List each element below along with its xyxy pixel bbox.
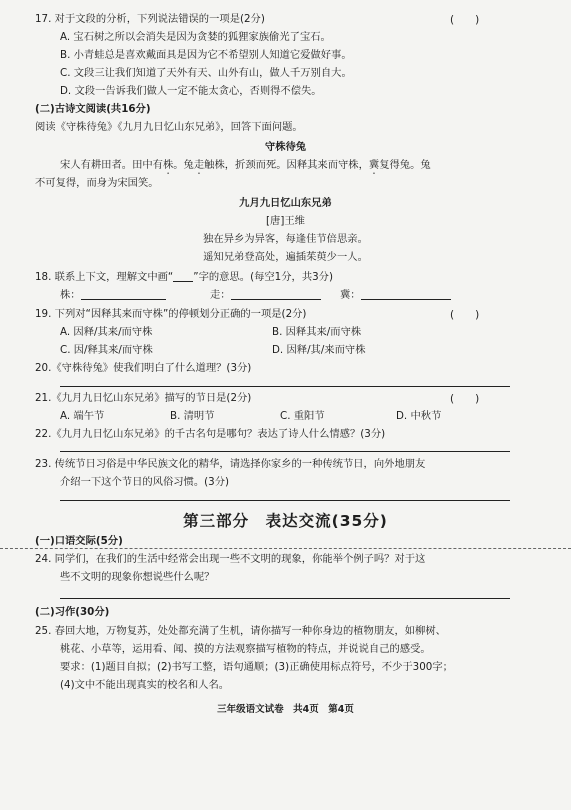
passage-line-1: 宋人有耕田者。田中有株。兔走触株，折颈而死。因释其来而守株，冀复得兔。兔	[60, 159, 431, 171]
q22-stem: 22.《九月九日忆山东兄弟》的千古名句是哪句？表达了诗人什么情感？(3分)	[35, 428, 386, 440]
q21-option-c: C. 重阳节	[280, 410, 325, 422]
fold-line	[0, 548, 571, 549]
q21-stem: 21.《九月九日忆山东兄弟》描写的节日是(2分)	[35, 392, 252, 404]
q17-stem: 17. 对于文段的分析，下列说法错误的一项是(2分)	[35, 13, 265, 25]
q21-option-d: D. 中秋节	[396, 410, 442, 422]
answer-blank[interactable]	[361, 299, 451, 300]
passage-title-shouzhu: 守株待兔	[264, 141, 307, 153]
q23-stem-line-1: 23. 传统节日习俗是中华民族文化的精华，请选择你家乡的一种传统节日，向外地朋友	[35, 458, 426, 470]
answer-line[interactable]	[60, 500, 510, 501]
q17-option-d: D. 文段一告诉我们做人一定不能太贪心，否则得不偿失。	[60, 85, 322, 97]
q21-answer-bracket: ( )	[450, 393, 480, 405]
answer-line[interactable]	[60, 386, 510, 387]
poem-author: [唐]王维	[266, 215, 305, 227]
q18-stem: 18. 联系上下文，理解文中画“ ”字的意思。(每空1分，共3分)	[35, 271, 333, 283]
q17-option-b: B. 小青蛙总是喜欢戴面具是因为它不希望别人知道它爱做好事。	[60, 49, 352, 61]
q18-answer-ji: 冀：	[340, 289, 451, 302]
q24-stem-line-2: 些不文明的现象你想说些什么呢？	[60, 571, 215, 583]
q25-requirements-line-1: 要求：(1)题目自拟；(2)书写工整，语句通顺；(3)正确使用标点符号，不少于300字；	[60, 661, 453, 673]
q19-option-c: C. 因/释其来/而守株	[60, 344, 153, 356]
poem-title: 九月九日忆山东兄弟	[239, 197, 332, 209]
q19-option-a: A. 因释/其来/而守株	[60, 326, 153, 338]
section-heading-writing: (二)习作(30分)	[35, 606, 110, 618]
q25-stem-line-2: 桃花、小草等，运用看、闻、摸的方法观察描写植物的特点，并说说自己的感受。	[60, 643, 431, 655]
q17-answer-bracket: ( )	[450, 14, 480, 26]
q20-stem: 20.《守株待兔》使我们明白了什么道理？(3分)	[35, 362, 252, 374]
q25-requirements-line-2: (4)文中不能出现真实的校名和人名。	[60, 679, 230, 691]
reading-instruction: 阅读《守株待兔》《九月九日忆山东兄弟》，回答下面问题。	[35, 121, 303, 133]
q19-option-b: B. 因释其来/而守株	[272, 326, 362, 338]
q19-stem: 19. 下列对“因释其来而守株”的停顿划分正确的一项是(2分)	[35, 308, 307, 320]
q23-stem-line-2: 介绍一下这个节日的风俗习惯。(3分)	[60, 476, 230, 488]
q17-option-a: A. 宝石树之所以会消失是因为贪婪的狐狸家族偷光了宝石。	[60, 31, 331, 43]
marked-char-ji: 冀	[368, 159, 380, 171]
q21-option-a: A. 端午节	[60, 410, 105, 422]
q17-option-c: C. 文段三让我们知道了天外有天、山外有山，做人千万别自大。	[60, 67, 352, 79]
answer-blank[interactable]	[231, 299, 321, 300]
q18-answer-zou: 走：	[210, 289, 321, 302]
marked-char-zou: 走	[193, 159, 205, 171]
passage-line-2: 不可复得，而身为宋国笑。	[35, 177, 159, 189]
answer-line[interactable]	[60, 598, 510, 599]
answer-blank[interactable]	[81, 299, 166, 300]
q25-stem-line-1: 25. 春回大地，万物复苏，处处都充满了生机，请你描写一种你身边的植物朋友，如柳树、	[35, 625, 446, 637]
q19-answer-bracket: ( )	[450, 309, 480, 321]
page-footer: 三年级语文试卷 共4页 第4页	[217, 704, 354, 715]
answer-line[interactable]	[60, 451, 510, 452]
poem-line-2: 遥知兄弟登高处，遍插茱萸少一人。	[203, 251, 368, 263]
q19-option-d: D. 因释/其/来而守株	[272, 344, 366, 356]
poem-line-1: 独在异乡为异客，每逢佳节倍思亲。	[203, 233, 368, 245]
q21-option-b: B. 清明节	[170, 410, 215, 422]
part-three-title: 第三部分 表达交流(35分)	[183, 512, 388, 530]
section-heading-classical: (二)古诗文阅读(共16分)	[35, 103, 151, 115]
q18-answer-zhu: 株：	[60, 289, 166, 302]
q24-stem-line-1: 24. 同学们，在我们的生活中经常会出现一些不文明的现象，你能举个例子吗？对于这	[35, 553, 426, 565]
marked-char-zhu: 株	[162, 159, 174, 171]
section-heading-oral: (一)口语交际(5分)	[35, 535, 123, 547]
